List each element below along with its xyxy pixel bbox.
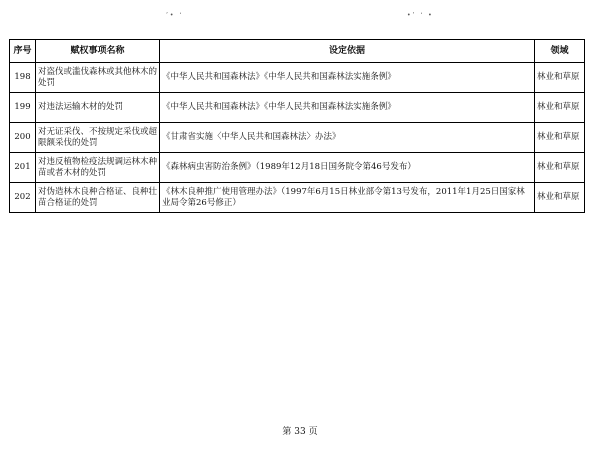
table-row [10, 183, 585, 213]
scan-artifact-right: •’ ‘ • [407, 12, 434, 19]
table-row [10, 93, 585, 123]
item-name: 对违反植物检疫法规调运林木种苗或者木材的处罚 [36, 153, 160, 183]
domain-field: 林业和草原 [535, 63, 585, 93]
legal-basis: 《甘肃省实施〈中华人民共和国森林法〉办法》 [160, 123, 535, 153]
item-name: 对无证采伐、不按规定采伐或超限额采伐的处罚 [36, 123, 160, 153]
table-row [10, 63, 585, 93]
domain-field: 林业和草原 [535, 153, 585, 183]
legal-basis: 《中华人民共和国森林法》《中华人民共和国森林法实施条例》 [160, 93, 535, 123]
table-header-row [10, 40, 585, 63]
domain-field: 林业和草原 [535, 123, 585, 153]
row-number: 200 [10, 123, 36, 153]
header-name: 赋权事项名称 [36, 40, 160, 63]
legal-basis: 《林木良种推广使用管理办法》（1997年6月15日林业部令第13号发布，2011年1月25日国家林业局令第26号修正） [160, 183, 535, 213]
table-row [10, 123, 585, 153]
domain-field: 林业和草原 [535, 93, 585, 123]
header-basis: 设定依据 [160, 40, 535, 63]
authority-table [9, 39, 585, 213]
row-number: 198 [10, 63, 36, 93]
item-name: 对违法运输木材的处罚 [36, 93, 160, 123]
row-number: 202 [10, 183, 36, 213]
row-number: 201 [10, 153, 36, 183]
item-name: 对伪造林木良种合格证、良种壮苗合格证的处罚 [36, 183, 160, 213]
item-name: 对盗伐或滥伐森林或其他林木的处罚 [36, 63, 160, 93]
table-row [10, 153, 585, 183]
legal-basis: 《森林病虫害防治条例》（1989年12月18日国务院令第46号发布） [160, 153, 535, 183]
header-field: 领域 [535, 40, 585, 63]
header-no: 序号 [10, 40, 36, 63]
scan-artifact-left: ’• ‘ [166, 12, 184, 19]
domain-field: 林业和草原 [535, 183, 585, 213]
row-number: 199 [10, 93, 36, 123]
legal-basis: 《中华人民共和国森林法》《中华人民共和国森林法实施条例》 [160, 63, 535, 93]
page-number: 第 33 页 [282, 427, 318, 437]
